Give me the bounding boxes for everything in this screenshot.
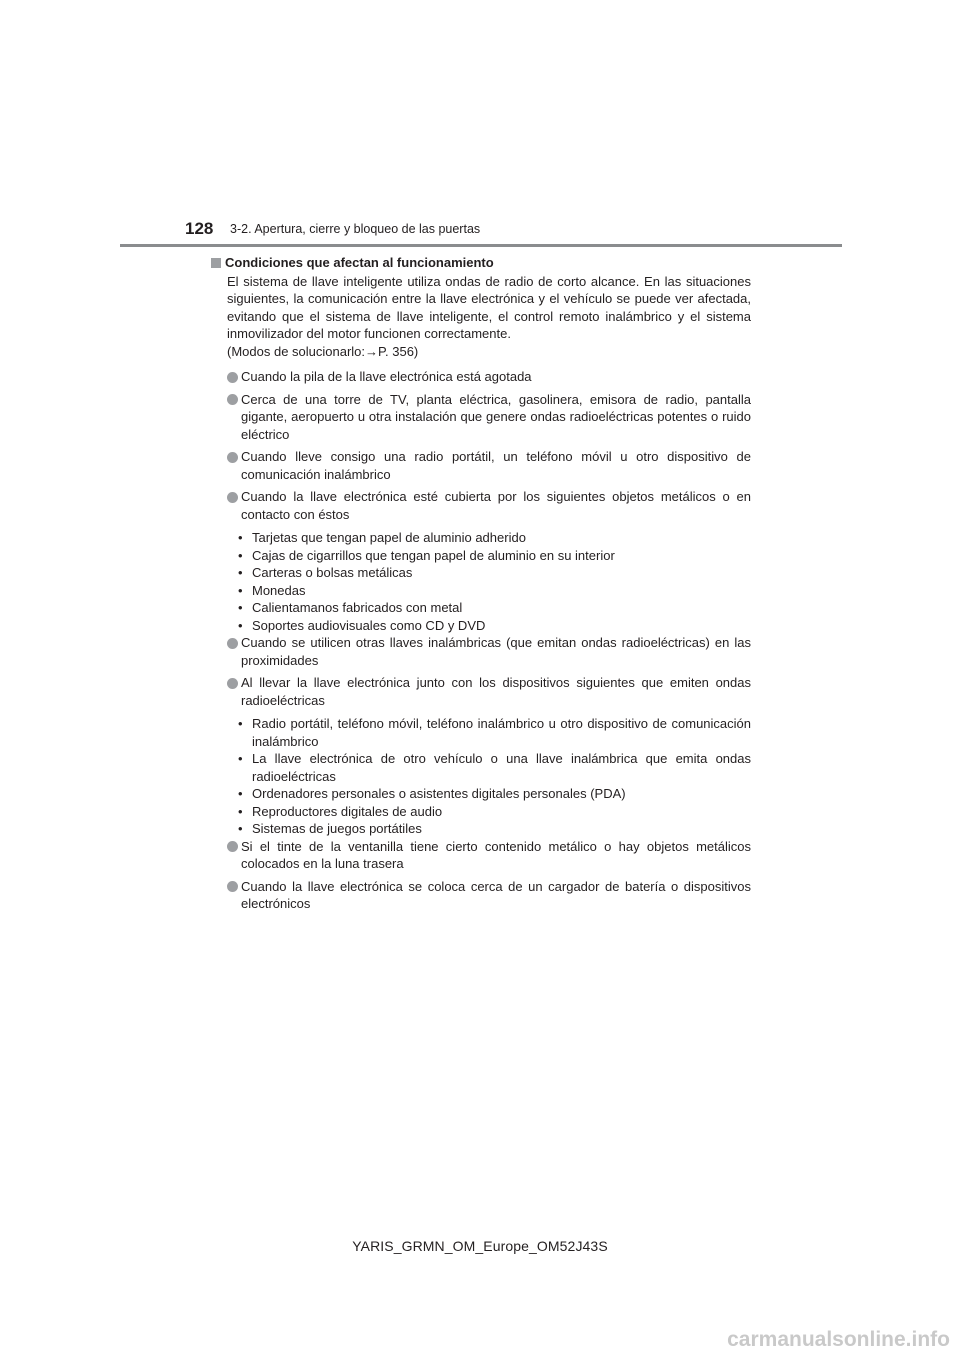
bullet-text: Cuando se utilicen otras llaves inalámbricas (que emitan ondas radioeléctricas) en las proximidades — [241, 635, 751, 668]
sub-marker: • — [238, 786, 243, 801]
bullet-text: Cuando la llave electrónica se coloca cerca de un cargador de batería o dispositivos electrónicos — [241, 878, 751, 911]
intro-paragraph: El sistema de llave inteligente utiliza ondas de radio de corto alcance. En las situaciones siguientes, la comunicación entre la llave electrónica y el vehículo se puede ver afectada, evitando que el sistema de llave inteligente, el control remoto inalámbrico y el sistema inmovilizador del motor funcionen correctamente. — [227, 273, 751, 341]
sub-item — [238, 820, 751, 838]
sub-item — [238, 803, 751, 821]
circle-bullet-icon — [227, 841, 238, 852]
sub-marker: • — [238, 803, 243, 819]
circle-bullet-icon — [227, 492, 238, 503]
bullet-text: Cuando la pila de la llave electrónica está agotada — [241, 369, 532, 384]
bullet-item — [211, 634, 751, 669]
sub-marker: • — [238, 617, 243, 633]
sub-item-text: Calientamanos fabricados con metal — [252, 600, 463, 615]
bullet-item — [211, 878, 751, 913]
sub-item-text: Cajas de cigarrillos que tengan papel de aluminio en su interior — [252, 547, 615, 563]
bullet-text: Cuando lleve consigo una radio portátil, un teléfono móvil u otro dispositivo de comunicación inalámbrico — [241, 449, 751, 482]
sub-marker: • — [238, 716, 243, 731]
circle-bullet-icon — [227, 881, 238, 892]
sub-item-text: Ordenadores personales o asistentes digitales personales (PDA) — [252, 786, 626, 801]
sub-item — [238, 582, 751, 600]
sub-item — [238, 785, 751, 803]
bullet-item — [211, 391, 751, 444]
sub-item-text: Reproductores digitales de audio — [252, 803, 443, 819]
bullet-text: Cuando la llave electrónica esté cubierta por los siguientes objetos metálicos o en contacto con éstos — [241, 489, 751, 522]
section-heading — [211, 254, 751, 272]
sub-item-text: Carteras o bolsas metálicas — [252, 565, 413, 580]
sub-item-text: Soportes audiovisuales como CD y DVD — [252, 617, 486, 633]
bullet-text: Cerca de una torre de TV, planta eléctrica, gasolinera, emisora de radio, pantalla gigante, aeropuerto u otra instalación que genere ondas radioeléctricas potentes o ruido eléctrico — [241, 391, 751, 442]
sub-item — [238, 564, 751, 582]
sub-item — [238, 617, 751, 635]
header-rule — [120, 244, 842, 247]
sub-item-text: Monedas — [252, 582, 306, 598]
radio-devices-list — [211, 715, 751, 838]
sub-item — [238, 547, 751, 565]
sub-item — [238, 529, 751, 547]
square-bullet-icon — [211, 258, 221, 268]
sub-marker: • — [238, 582, 243, 598]
main-content — [211, 254, 751, 913]
metal-objects-list — [211, 529, 751, 634]
sub-marker: • — [238, 821, 243, 836]
sub-marker: • — [238, 751, 243, 766]
watermark-logo: carmanualsonline.info — [727, 1328, 950, 1351]
bullet-text: Al llevar la llave electrónica junto con los dispositivos siguientes que emiten ondas radioeléctricas — [241, 675, 751, 708]
sub-marker: • — [238, 600, 243, 615]
document-code: YARIS_GRMN_OM_Europe_OM52J43S — [352, 1238, 608, 1254]
sub-item — [238, 715, 751, 750]
circle-bullet-icon — [227, 394, 238, 405]
sub-item — [238, 599, 751, 617]
circle-bullet-icon — [227, 638, 238, 649]
intro-reference: (Modos de solucionarlo:→P. 356) — [227, 343, 419, 359]
sub-marker: • — [238, 530, 243, 545]
sub-marker: • — [238, 547, 243, 563]
bullet-item — [211, 674, 751, 709]
bullet-item — [211, 448, 751, 483]
sub-item-text: La llave electrónica de otro vehículo o una llave inalámbrica que emita ondas radioeléctricas — [252, 751, 751, 784]
section-title: 3-2. Apertura, cierre y bloqueo de las puertas — [230, 222, 481, 236]
sub-item — [238, 750, 751, 785]
sub-item-text: Radio portátil, teléfono móvil, teléfono inalámbrico u otro dispositivo de comunicación inalámbrico — [252, 716, 751, 749]
heading-text: Condiciones que afectan al funcionamiento — [225, 255, 494, 270]
bullet-text: Si el tinte de la ventanilla tiene cierto contenido metálico o hay objetos metálicos colocados en la luna trasera — [241, 838, 751, 871]
circle-bullet-icon — [227, 678, 238, 689]
sub-item-text: Sistemas de juegos portátiles — [252, 821, 422, 836]
circle-bullet-icon — [227, 372, 238, 383]
bullet-item — [211, 838, 751, 873]
bullet-item — [211, 368, 751, 386]
circle-bullet-icon — [227, 452, 238, 463]
bullet-item — [211, 488, 751, 523]
sub-marker: • — [238, 565, 243, 580]
sub-item-text: Tarjetas que tengan papel de aluminio adherido — [252, 530, 526, 545]
page-number: 128 — [185, 219, 214, 238]
